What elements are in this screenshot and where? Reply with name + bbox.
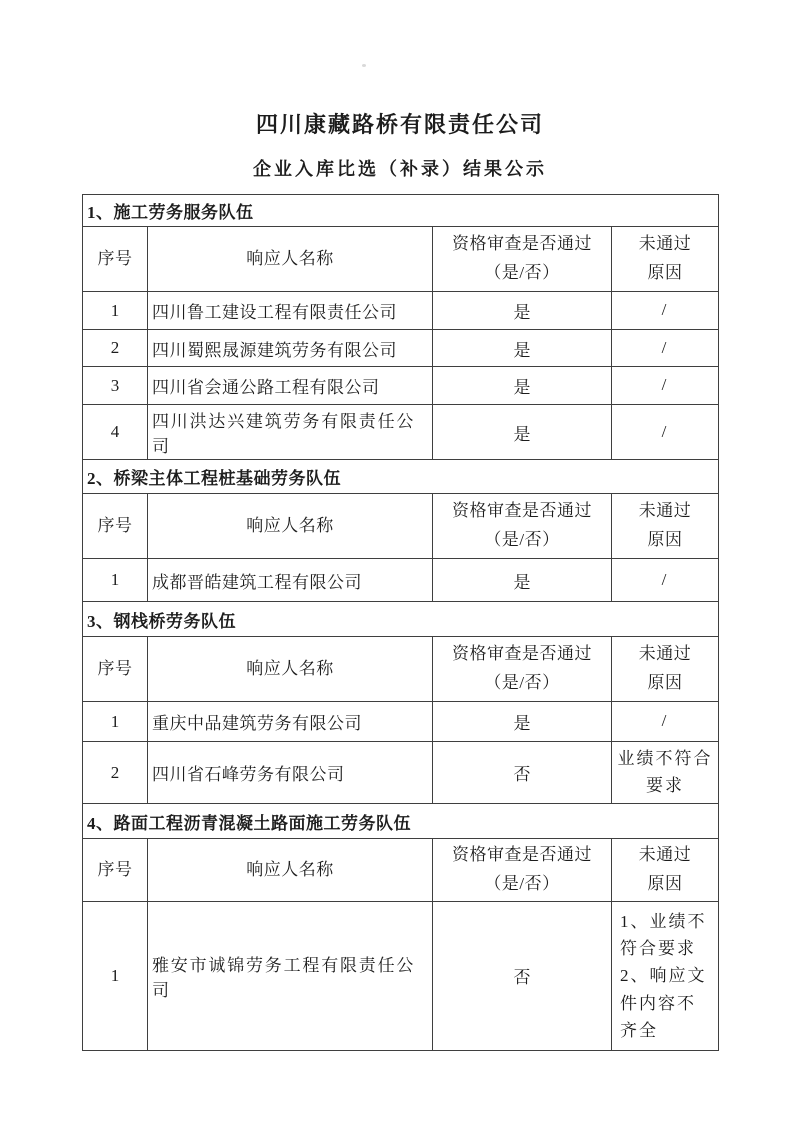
col-header-reason-line2: 原因: [647, 530, 683, 549]
col-header-reason: [612, 227, 719, 292]
col-header-reason-line2: 原因: [647, 874, 683, 893]
col-header-qualified: [433, 839, 612, 902]
section-row: [83, 195, 719, 227]
qualified-value: 是: [433, 367, 612, 405]
col-header-reason-line1: 未通过: [638, 845, 692, 865]
header-row: [83, 227, 719, 292]
company-name: 雅安市诚锦劳务工程有限责任公司: [148, 902, 433, 1051]
col-header-reason-line1: 未通过: [638, 501, 692, 521]
qualified-value: 是: [433, 559, 612, 602]
table-row: [83, 742, 719, 804]
col-header-qualified-line1: 资格审查是否通过: [452, 501, 592, 521]
reason-value: /: [612, 702, 719, 742]
section-row: [83, 460, 719, 494]
col-header-reason-line1: 未通过: [638, 234, 692, 254]
col-header-qualified: [433, 637, 612, 702]
reason-item: 2、响应文件内容不齐全: [620, 966, 707, 1040]
col-header-qualified: [433, 227, 612, 292]
col-header-reason-line2: 原因: [647, 263, 683, 282]
col-header-name: 响应人名称: [148, 637, 433, 702]
header-row: [83, 494, 719, 559]
section-heading-3: 3、钢栈桥劳务队伍: [83, 602, 719, 637]
qualified-value: 是: [433, 292, 612, 330]
section-row: [83, 804, 719, 839]
reason-item: 1、业绩不符合要求: [620, 912, 707, 959]
page-title: 四川康藏路桥有限责任公司: [255, 112, 544, 137]
col-header-qualified-line1: 资格审查是否通过: [452, 644, 592, 664]
reason-value: /: [612, 330, 719, 367]
reason-value: [612, 902, 719, 1051]
row-index: 3: [83, 367, 148, 405]
col-header-name: 响应人名称: [148, 839, 433, 902]
row-index: 1: [83, 902, 148, 1051]
reason-value: /: [612, 292, 719, 330]
reason-value: 业绩不符合要求: [612, 742, 719, 804]
company-name: 重庆中品建筑劳务有限公司: [148, 702, 433, 742]
table-row: [83, 330, 719, 367]
reason-value: /: [612, 559, 719, 602]
col-header-qualified-line2: （是/否）: [484, 263, 560, 282]
qualified-value: 是: [433, 330, 612, 367]
company-name: 四川鲁工建设工程有限责任公司: [148, 292, 433, 330]
reason-value: /: [612, 405, 719, 460]
row-index: 1: [83, 292, 148, 330]
col-header-reason-line2: 原因: [647, 673, 683, 692]
col-header-qualified-line2: （是/否）: [484, 530, 560, 549]
col-header-name: 响应人名称: [148, 494, 433, 559]
section-heading-2: 2、桥梁主体工程桩基础劳务队伍: [83, 460, 719, 494]
page-subtitle: 企业入库比选（补录）结果公示: [253, 159, 547, 179]
col-header-reason: [612, 839, 719, 902]
col-header-qualified-line1: 资格审查是否通过: [452, 845, 592, 865]
qualified-value: 是: [433, 702, 612, 742]
qualified-value: 是: [433, 405, 612, 460]
scan-speck: [362, 64, 366, 67]
company-name: 四川洪达兴建筑劳务有限责任公司: [148, 405, 433, 460]
col-header-qualified-line2: （是/否）: [484, 874, 560, 893]
col-header-index: 序号: [83, 494, 148, 559]
row-index: 2: [83, 742, 148, 804]
header-row: [83, 839, 719, 902]
section-heading-4: 4、路面工程沥青混凝土路面施工劳务队伍: [83, 804, 719, 839]
qualified-value: 否: [433, 902, 612, 1051]
table-row: [83, 405, 719, 460]
table-row: [83, 559, 719, 602]
col-header-qualified-line1: 资格审查是否通过: [452, 234, 592, 254]
col-header-name: 响应人名称: [148, 227, 433, 292]
col-header-index: 序号: [83, 637, 148, 702]
col-header-reason: [612, 494, 719, 559]
qualified-value: 否: [433, 742, 612, 804]
company-name: 四川蜀熙晟源建筑劳务有限公司: [148, 330, 433, 367]
col-header-reason: [612, 637, 719, 702]
row-index: 4: [83, 405, 148, 460]
col-header-reason-line1: 未通过: [638, 644, 692, 664]
table-row: [83, 367, 719, 405]
row-index: 1: [83, 559, 148, 602]
col-header-qualified: [433, 494, 612, 559]
col-header-index: 序号: [83, 839, 148, 902]
table-row: [83, 292, 719, 330]
reason-value: /: [612, 367, 719, 405]
section-row: [83, 602, 719, 637]
section-heading-1: 1、施工劳务服务队伍: [83, 195, 719, 227]
row-index: 1: [83, 702, 148, 742]
results-table: [82, 194, 719, 1051]
table-row: [83, 702, 719, 742]
col-header-qualified-line2: （是/否）: [484, 673, 560, 692]
table-row: [83, 902, 719, 1051]
header-row: [83, 637, 719, 702]
row-index: 2: [83, 330, 148, 367]
col-header-index: 序号: [83, 227, 148, 292]
company-name: 四川省石峰劳务有限公司: [148, 742, 433, 804]
company-name: 四川省会通公路工程有限公司: [148, 367, 433, 405]
company-name: 成都晋皓建筑工程有限公司: [148, 559, 433, 602]
